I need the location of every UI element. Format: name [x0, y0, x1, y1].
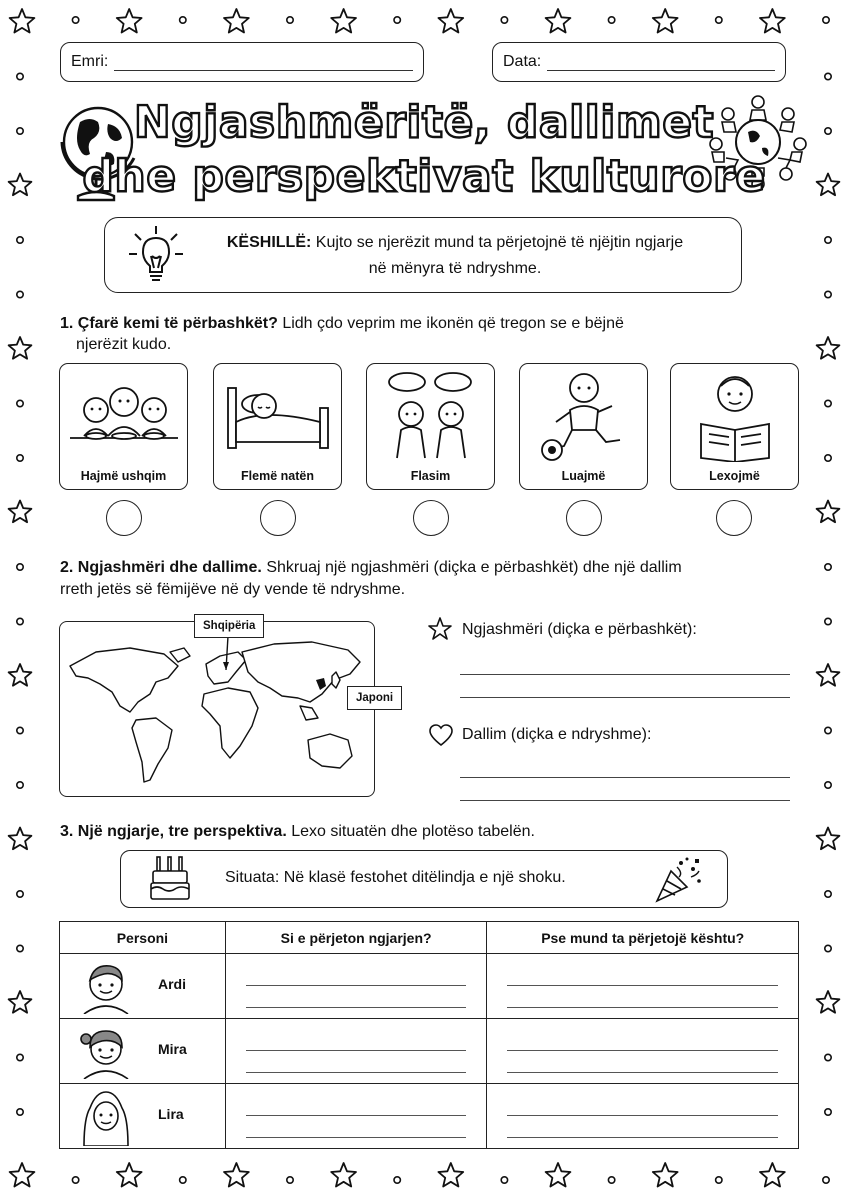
q1-heading: Çfarë kemi të përbashkët?	[77, 315, 278, 332]
answer-line[interactable]	[246, 1116, 467, 1138]
border-star	[331, 1163, 356, 1187]
border-dot	[825, 73, 831, 79]
difference-write-line-2[interactable]	[460, 800, 790, 801]
name-label: Emri:	[71, 53, 109, 70]
situation-text: Situata: Në klasë festohet ditëlindja e një shoku.	[225, 869, 566, 886]
border-dot	[608, 17, 614, 23]
answer-circle-eating[interactable]	[106, 500, 142, 536]
date-field[interactable]	[492, 42, 786, 82]
q3-text: Lexo situatën dhe plotëso tabelën.	[291, 823, 535, 840]
person-name-lira: Lira	[158, 1106, 184, 1122]
name-field[interactable]	[60, 42, 424, 82]
date-write-line[interactable]	[547, 53, 775, 71]
border-dot	[180, 17, 186, 23]
border-dot	[394, 1177, 400, 1183]
border-star	[438, 9, 463, 33]
similarity-write-line-2[interactable]	[460, 697, 790, 698]
card-talking[interactable]	[366, 363, 495, 490]
person-cell-ardi	[60, 954, 226, 1019]
card-label-talking: Flasim	[410, 469, 451, 483]
border-dot	[72, 1177, 78, 1183]
family-eating-icon	[68, 376, 180, 454]
q3-heading: Një ngjarje, tre perspektiva.	[77, 823, 287, 840]
heart-icon	[428, 724, 454, 748]
q2-text-2: rreth jetës së fëmijëve në dy vende të ndryshme.	[60, 581, 406, 598]
answer-circle-reading[interactable]	[716, 500, 752, 536]
child-sleeping-icon	[224, 378, 332, 454]
birthday-cake-icon	[149, 855, 191, 903]
border-star	[117, 1163, 142, 1187]
border-star	[760, 9, 785, 33]
answer-line[interactable]	[507, 1094, 778, 1116]
card-reading[interactable]	[670, 363, 799, 490]
border-dot	[17, 291, 23, 297]
border-dot	[501, 1177, 507, 1183]
border-dot	[825, 727, 831, 733]
answer-line[interactable]	[507, 1029, 778, 1051]
q2-prompt	[60, 556, 780, 580]
border-dot	[17, 564, 23, 570]
similarity-label: Ngjashmëri (diçka e përbashkët):	[462, 621, 697, 638]
tip-line-1	[175, 230, 735, 256]
tip-text-2: në mënyra të ndryshme.	[368, 260, 542, 277]
boy-reading-icon	[687, 370, 783, 462]
q1-number: 1.	[60, 315, 74, 332]
border-star	[9, 828, 32, 850]
worksheet-title-line-2: dhe perspektivat kulturore	[82, 151, 766, 202]
border-dot	[608, 1177, 614, 1183]
situation-box	[120, 850, 728, 908]
table-header-row	[60, 922, 799, 954]
person-name-ardi: Ardi	[158, 976, 186, 992]
person-name-mira: Mira	[158, 1041, 187, 1057]
children-talking-icon	[383, 370, 479, 460]
border-dot	[394, 17, 400, 23]
boy-face-icon	[80, 960, 132, 1014]
border-star	[438, 1163, 463, 1187]
card-playing[interactable]	[519, 363, 648, 490]
difference-label: Dallim (diçka e ndryshme):	[462, 726, 652, 743]
border-dot	[825, 618, 831, 624]
date-label: Data:	[503, 53, 542, 70]
border-dot	[17, 237, 23, 243]
experience-cell-ardi[interactable]	[225, 954, 487, 1019]
border-dot	[825, 1109, 831, 1115]
border-dot	[823, 17, 829, 23]
column-header-person: Personi	[60, 922, 226, 954]
border-dot	[287, 1177, 293, 1183]
table-row	[60, 1084, 799, 1149]
border-dot	[17, 782, 23, 788]
border-star	[224, 9, 249, 33]
person-cell-lira	[60, 1084, 226, 1149]
boy-playing-ball-icon	[534, 370, 634, 462]
q1-text-1: Lidh çdo veprim me ikonën që tregon se e bëjnë	[282, 315, 624, 332]
difference-write-line-1[interactable]	[460, 777, 790, 778]
q3-prompt	[60, 820, 780, 844]
border-dot	[716, 1177, 722, 1183]
border-star	[9, 337, 32, 359]
border-dot	[825, 945, 831, 951]
border-dot	[287, 17, 293, 23]
border-dot	[17, 455, 23, 461]
border-dot	[17, 727, 23, 733]
tip-box	[104, 217, 742, 293]
reason-cell-ardi[interactable]	[487, 954, 799, 1019]
answer-line[interactable]	[246, 964, 467, 986]
border-dot	[180, 1177, 186, 1183]
border-dot	[17, 891, 23, 897]
border-dot	[716, 17, 722, 23]
worksheet-title-line-1: Ngjashmëritë, dallimet	[133, 97, 715, 148]
border-star	[546, 9, 571, 33]
border-dot	[17, 73, 23, 79]
tip-label: KËSHILLË:	[226, 234, 312, 251]
answer-line[interactable]	[246, 986, 467, 1008]
card-label-reading: Lexojmë	[709, 469, 760, 483]
border-star	[653, 1163, 678, 1187]
column-header-reason: Pse mund ta përjetojë kështu?	[487, 922, 799, 954]
border-star	[817, 501, 840, 523]
border-star	[9, 664, 32, 686]
experience-cell-mira[interactable]	[225, 1019, 487, 1084]
border-dot	[825, 455, 831, 461]
border-star	[817, 337, 840, 359]
q2-text-1: Shkruaj një ngjashmëri (diçka e përbashkët) dhe një dallim	[266, 559, 682, 576]
answer-line[interactable]	[507, 964, 778, 986]
table-row	[60, 954, 799, 1019]
answer-line[interactable]	[507, 986, 778, 1008]
perspectives-table	[59, 921, 799, 1149]
border-star	[817, 664, 840, 686]
answer-line[interactable]	[507, 1051, 778, 1073]
border-dot	[72, 17, 78, 23]
answer-circle-playing[interactable]	[566, 500, 602, 536]
person-cell-mira	[60, 1019, 226, 1084]
map-tag-japan: Japoni	[347, 686, 402, 710]
border-star	[546, 1163, 571, 1187]
border-dot	[825, 237, 831, 243]
border-dot	[17, 1109, 23, 1115]
girl-hijab-face-icon	[78, 1088, 134, 1146]
column-header-experience: Si e përjeton ngjarjen?	[225, 922, 487, 954]
card-label-playing: Luajmë	[561, 469, 606, 483]
border-star	[10, 9, 35, 33]
answer-circle-talking[interactable]	[413, 500, 449, 536]
reason-cell-mira[interactable]	[487, 1019, 799, 1084]
border-star	[653, 9, 678, 33]
border-dot	[17, 1054, 23, 1060]
answer-line[interactable]	[507, 1116, 778, 1138]
girl-face-icon	[78, 1023, 134, 1079]
border-dot	[17, 945, 23, 951]
tip-text-1: Kujto se njerëzit mund ta përjetojnë të njëjtin ngjarje	[315, 234, 684, 251]
border-star	[331, 9, 356, 33]
world-map-icon	[60, 622, 376, 798]
border-dot	[501, 17, 507, 23]
table-row	[60, 1019, 799, 1084]
q1-text-2: njerëzit kudo.	[76, 336, 172, 353]
border-dot	[17, 400, 23, 406]
border-star	[10, 1163, 35, 1187]
answer-line[interactable]	[246, 1094, 467, 1116]
q2-number: 2.	[60, 559, 74, 576]
border-star	[817, 991, 840, 1013]
border-dot	[825, 291, 831, 297]
answer-line[interactable]	[246, 1051, 467, 1073]
card-label-eating: Hajmë ushqim	[80, 469, 167, 483]
card-sleeping[interactable]	[213, 363, 342, 490]
name-write-line[interactable]	[114, 53, 413, 71]
answer-line[interactable]	[246, 1029, 467, 1051]
experience-cell-lira[interactable]	[225, 1084, 487, 1149]
party-popper-icon	[651, 855, 705, 905]
border-dot	[825, 1054, 831, 1060]
border-dot	[825, 564, 831, 570]
reason-cell-lira[interactable]	[487, 1084, 799, 1149]
border-dot	[825, 400, 831, 406]
border-star	[9, 501, 32, 523]
border-dot	[825, 782, 831, 788]
star-icon	[427, 616, 453, 642]
border-star	[117, 9, 142, 33]
q2-heading: Ngjashmëri dhe dallime.	[77, 559, 262, 576]
border-dot	[823, 1177, 829, 1183]
border-star	[817, 828, 840, 850]
similarity-write-line-1[interactable]	[460, 674, 790, 675]
border-star	[9, 991, 32, 1013]
q3-number: 3.	[60, 823, 74, 840]
map-tag-albania: Shqipëria	[194, 614, 264, 638]
border-dot	[825, 891, 831, 897]
border-star	[760, 1163, 785, 1187]
card-label-sleeping: Flemë natën	[241, 469, 314, 483]
border-star	[224, 1163, 249, 1187]
card-eating[interactable]	[59, 363, 188, 490]
answer-circle-sleeping[interactable]	[260, 500, 296, 536]
world-map-panel	[59, 621, 375, 797]
border-dot	[17, 618, 23, 624]
